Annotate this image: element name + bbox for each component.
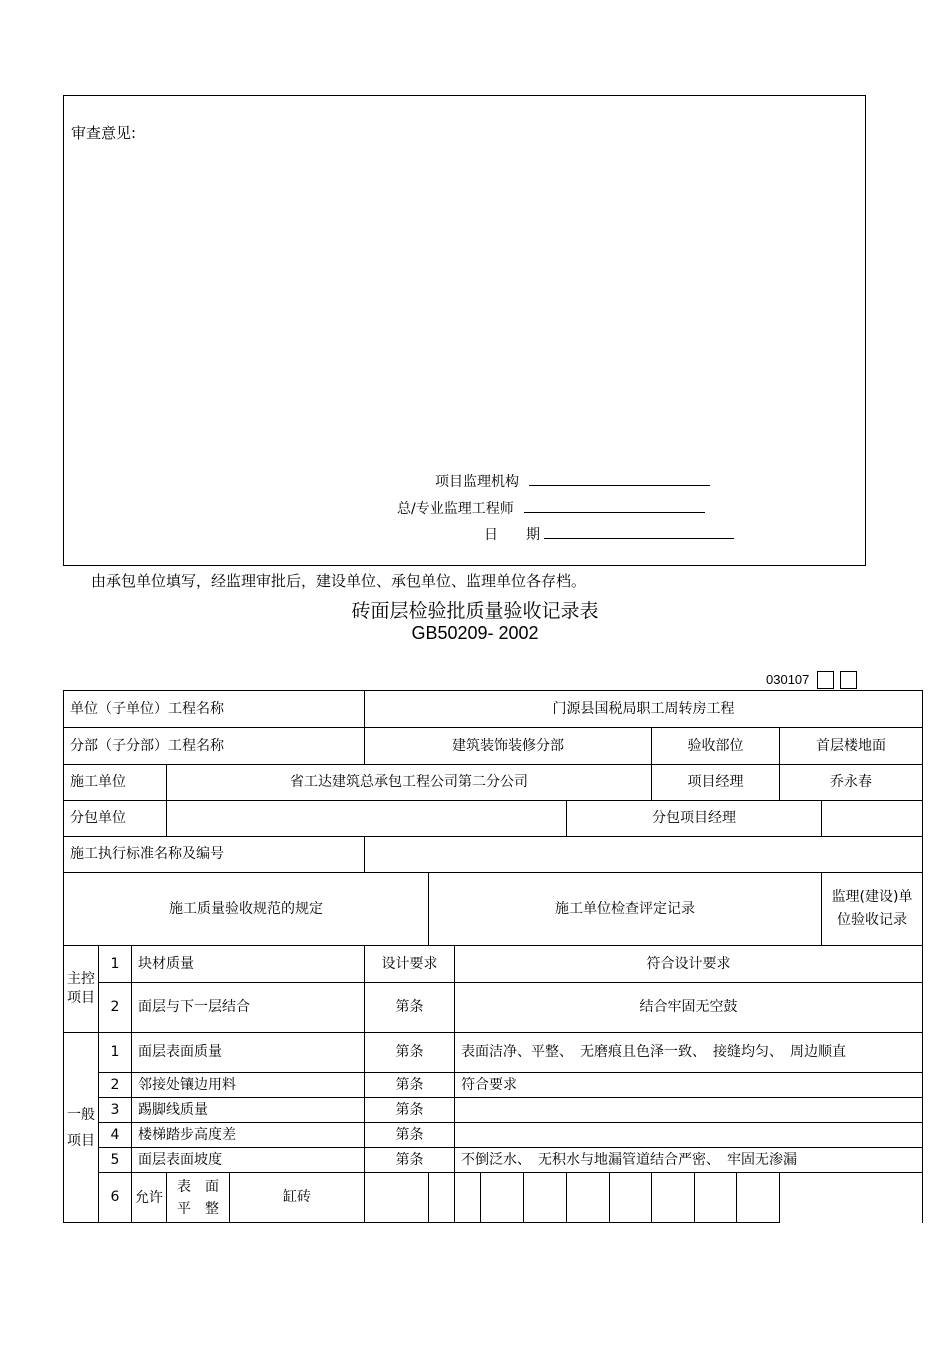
item-number: 4 xyxy=(99,1123,132,1148)
supervision-column-header: 监理(建设)单位验收记录 xyxy=(822,873,923,946)
unit-project-row xyxy=(64,691,923,728)
standard-row xyxy=(64,837,923,873)
item-number: 3 xyxy=(99,1098,132,1123)
item-record[interactable] xyxy=(455,1123,923,1148)
item-name: 邻接处镶边用料 xyxy=(132,1073,365,1098)
item-record[interactable]: 结合牢固无空鼓 xyxy=(455,983,923,1033)
general-row-3 xyxy=(64,1098,923,1123)
review-box xyxy=(63,95,866,566)
standard-code: GB50209- 2002 xyxy=(411,623,539,643)
item-name: 面层表面坡度 xyxy=(132,1148,365,1173)
unit-project-label: 单位（子单位）工程名称 xyxy=(64,691,365,728)
acceptance-part-value[interactable]: 首层楼地面 xyxy=(780,728,923,765)
main-control-group-label: 主控项目 xyxy=(64,946,99,1033)
general-row-6 xyxy=(64,1173,923,1223)
item-record[interactable] xyxy=(455,1098,923,1123)
sub-project-value[interactable]: 建筑装饰装修分部 xyxy=(365,728,652,765)
engineer-blank[interactable] xyxy=(524,497,705,513)
inspection-table xyxy=(63,690,923,1223)
subcontractor-label: 分包单位 xyxy=(64,801,167,837)
contractor-row xyxy=(64,765,923,801)
engineer-line xyxy=(397,497,705,518)
main-control-row-1 xyxy=(64,946,923,983)
item-number: 2 xyxy=(99,983,132,1033)
measure-cell[interactable] xyxy=(737,1173,780,1223)
supervision-org-blank[interactable] xyxy=(529,470,710,486)
form-number-box-1[interactable] xyxy=(817,671,834,689)
item-requirement: 第条 xyxy=(365,1148,455,1173)
item-requirement: 第条 xyxy=(365,1098,455,1123)
item-requirement: 第条 xyxy=(365,983,455,1033)
item-number: 6 xyxy=(99,1173,132,1223)
form-number: 030107 xyxy=(766,672,810,687)
measure-cell[interactable] xyxy=(652,1173,695,1223)
item-name: 踢脚线质量 xyxy=(132,1098,365,1123)
item-name: 面层表面质量 xyxy=(132,1033,365,1073)
sub-project-manager-value[interactable] xyxy=(822,801,923,837)
item-name: 楼梯踏步高度差 xyxy=(132,1123,365,1148)
standard-label: 施工执行标准名称及编号 xyxy=(64,837,365,873)
contractor-label: 施工单位 xyxy=(64,765,167,801)
tolerance-material: 缸砖 xyxy=(230,1173,365,1223)
subcontractor-row xyxy=(64,801,923,837)
item-number: 2 xyxy=(99,1073,132,1098)
item-name: 面层与下一层结合 xyxy=(132,983,365,1033)
measure-cell[interactable] xyxy=(429,1173,455,1223)
spec-column-header: 施工质量验收规范的规定 xyxy=(64,873,429,946)
measure-cell[interactable] xyxy=(455,1173,481,1223)
item-number: 1 xyxy=(99,946,132,983)
general-group-label: 一般项目 xyxy=(64,1033,99,1223)
general-row-5 xyxy=(64,1148,923,1173)
column-header-row xyxy=(64,873,923,946)
tolerance-allow-label: 允许 xyxy=(132,1173,167,1223)
date-line xyxy=(484,523,734,544)
form-number-box-2[interactable] xyxy=(840,671,857,689)
engineer-label: 总/专业监理工程师 xyxy=(397,501,514,517)
measure-cell[interactable] xyxy=(524,1173,567,1223)
contractor-value[interactable]: 省工达建筑总承包工程公司第二分公司 xyxy=(167,765,652,801)
item-record[interactable]: 表面洁净、平整、 无磨痕且色泽一致、 接缝均匀、 周边顺直 xyxy=(455,1033,923,1073)
supervision-org-label: 项目监理机构 xyxy=(435,474,519,490)
measure-cell[interactable] xyxy=(610,1173,652,1223)
item-record[interactable]: 不倒泛水、 无积水与地漏管道结合严密、 牢固无渗漏 xyxy=(455,1148,923,1173)
main-control-row-2 xyxy=(64,983,923,1033)
item-requirement: 第条 xyxy=(365,1033,455,1073)
item-number: 1 xyxy=(99,1033,132,1073)
subcontractor-value[interactable] xyxy=(167,801,567,837)
item-record[interactable]: 符合要求 xyxy=(455,1073,923,1098)
standard-value[interactable] xyxy=(365,837,923,873)
supervision-org-line xyxy=(435,470,710,491)
tolerance-flatness-label: 表 面 平 整 xyxy=(167,1173,230,1223)
item-requirement: 第条 xyxy=(365,1123,455,1148)
measure-cell[interactable] xyxy=(695,1173,737,1223)
project-manager-value[interactable]: 乔永春 xyxy=(780,765,923,801)
item-number: 5 xyxy=(99,1148,132,1173)
general-row-4 xyxy=(64,1123,923,1148)
project-manager-label: 项目经理 xyxy=(652,765,780,801)
sub-project-manager-label: 分包项目经理 xyxy=(567,801,822,837)
item-record[interactable]: 符合设计要求 xyxy=(455,946,923,983)
general-row-2 xyxy=(64,1073,923,1098)
sub-project-row xyxy=(64,728,923,765)
record-column-header: 施工单位检查评定记录 xyxy=(429,873,822,946)
form-title: 砖面层检验批质量验收记录表 xyxy=(351,600,599,622)
measure-cell[interactable] xyxy=(481,1173,524,1223)
archive-note: 由承包单位填写，经监理审批后，建设单位、承包单位、监理单位各存档。 xyxy=(91,572,587,590)
review-label: 审查意见: xyxy=(71,124,137,142)
date-label: 日 期 xyxy=(484,527,540,543)
measure-cell[interactable] xyxy=(567,1173,610,1223)
sub-project-label: 分部（子分部）工程名称 xyxy=(64,728,365,765)
item-requirement: 第条 xyxy=(365,1073,455,1098)
tolerance-value-cell[interactable] xyxy=(365,1173,429,1223)
item-requirement: 设计要求 xyxy=(365,946,455,983)
acceptance-part-label: 验收部位 xyxy=(652,728,780,765)
item-name: 块材质量 xyxy=(132,946,365,983)
general-row-1 xyxy=(64,1033,923,1073)
date-blank[interactable] xyxy=(544,523,734,539)
unit-project-value[interactable]: 门源县国税局职工周转房工程 xyxy=(365,691,923,728)
